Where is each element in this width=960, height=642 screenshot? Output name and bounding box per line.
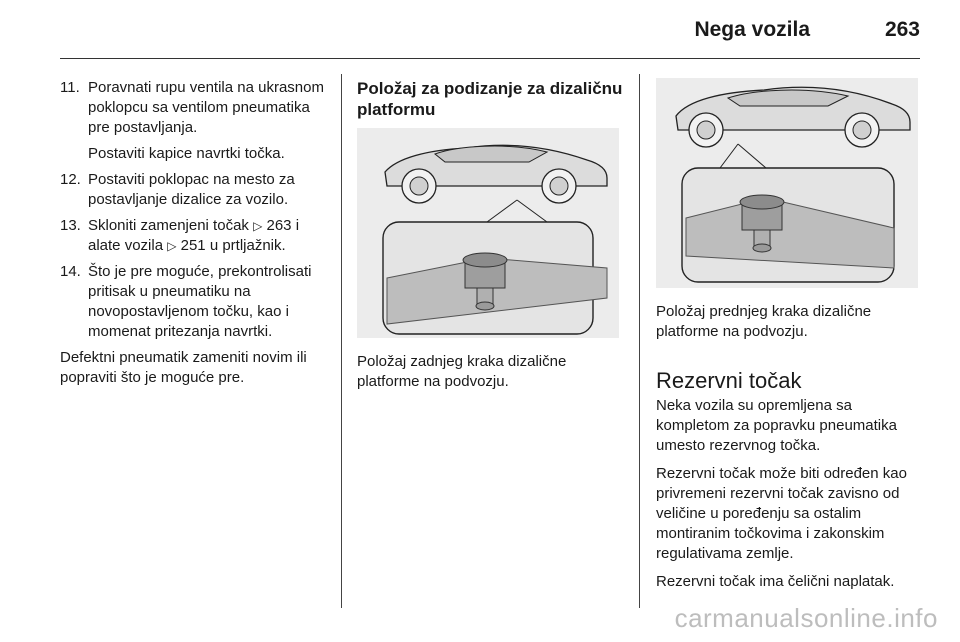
spare-wheel-paragraph: Rezervni točak ima čelični naplatak. [656, 573, 895, 590]
step-11 [60, 78, 332, 164]
header-rule [60, 58, 920, 59]
arrow-reference-icon: ▷ [167, 239, 177, 253]
middle-column [357, 78, 625, 392]
step-text: Postaviti poklopac na mesto za postavljanje dizalice za vozilo. [88, 171, 295, 208]
section-heading-spare-wheel: Rezervni točak [656, 368, 802, 393]
step-text: Poravnati rupu ventila na ukrasnom poklopcu sa ventilom pneumatika pre postavljanja. [88, 79, 324, 136]
step-subtext: Postaviti kapice navrtki točka. [88, 145, 285, 162]
step-text-a: Skloniti zamenjeni točak [88, 217, 249, 234]
step-number: 12. [60, 171, 81, 188]
rear-lift-caption: Položaj zadnjeg kraka dizalične platforme na podvozju. [357, 353, 567, 390]
spare-wheel-paragraph: Neka vozila su opremljena sa kompletom za popravku pneumatika umesto rezervnog točka. [656, 397, 897, 454]
page-reference-link[interactable]: 263 i alate vozila [88, 217, 300, 254]
left-column [60, 78, 332, 388]
watermark: carmanualsonline.info [674, 603, 938, 633]
step-number: 13. [60, 217, 81, 234]
arrow-reference-icon: ▷ [253, 219, 263, 233]
front-lift-point-illustration [656, 78, 918, 288]
column-divider-right [639, 74, 640, 608]
step-number: 14. [60, 263, 81, 280]
step-14 [60, 262, 332, 342]
page-reference-link[interactable]: 251 u prtljažnik. [180, 237, 286, 254]
step-number: 11. [60, 79, 80, 96]
step-12 [60, 170, 332, 210]
step-text [88, 216, 332, 256]
column-divider-left [341, 74, 342, 608]
spare-wheel-paragraph: Rezervni točak može biti određen kao privremeni rezervni točak zavisno od veličine u poređenju sa ostalim montiranim točkovima i zakonskim regulativama zemlje. [656, 465, 907, 562]
step-text: Što je pre moguće, prekontrolisati pritisak u pneumatiku na novopostavljenom točku, kao i momenat pritezanja navrtki. [88, 263, 312, 340]
section-heading-lift-position: Položaj za podizanje za dizaličnu platformu [357, 79, 623, 119]
page-header-title: Nega vozila [694, 18, 810, 41]
step-13 [60, 216, 332, 256]
page-number: 263 [884, 18, 920, 41]
defective-tire-note: Defektni pneumatik zameniti novim ili popraviti što je moguće pre. [60, 349, 307, 386]
right-column [656, 78, 926, 600]
front-lift-caption: Položaj prednjeg kraka dizalične platforme na podvozju. [656, 303, 872, 340]
rear-lift-point-illustration [357, 128, 619, 338]
